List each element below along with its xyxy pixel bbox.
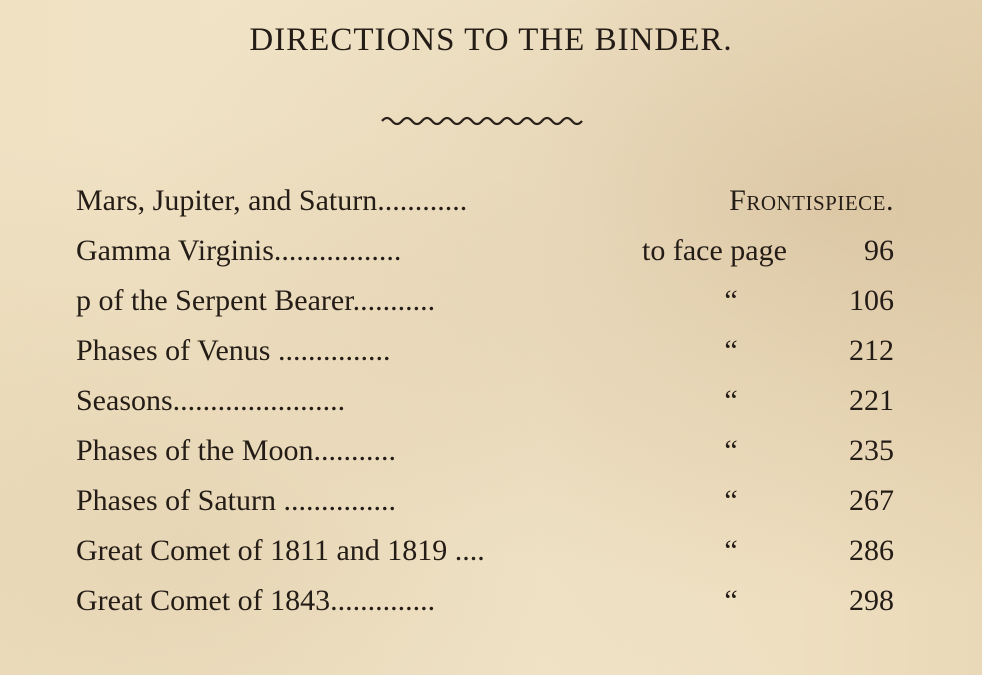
list-item bbox=[76, 526, 896, 576]
list-item bbox=[76, 226, 896, 276]
entry-page-number: 212 bbox=[849, 334, 894, 367]
entry-page-number: 267 bbox=[849, 484, 894, 517]
entry-title: Seasons....................... bbox=[76, 384, 346, 417]
list-item bbox=[76, 376, 896, 426]
wavy-rule-ornament bbox=[380, 112, 590, 128]
ditto-mark: “ bbox=[724, 284, 738, 317]
entry-page-number: 221 bbox=[849, 384, 894, 417]
entry-page-number: 235 bbox=[849, 434, 894, 467]
entry-title: Mars, Jupiter, and Saturn............ bbox=[76, 184, 468, 217]
entry-title: Great Comet of 1843.............. bbox=[76, 584, 436, 617]
ditto-mark: “ bbox=[724, 484, 738, 517]
entry-title: Phases of Venus ............... bbox=[76, 334, 391, 367]
entry-title: Gamma Virginis................. bbox=[76, 234, 402, 267]
ditto-mark: “ bbox=[724, 334, 738, 367]
entry-page-number: 96 bbox=[864, 234, 894, 267]
list-item bbox=[76, 276, 896, 326]
ditto-mark: “ bbox=[724, 534, 738, 567]
entry-page-number: 298 bbox=[849, 584, 894, 617]
ditto-mark: “ bbox=[724, 384, 738, 417]
entry-title: Phases of Saturn ............... bbox=[76, 484, 396, 517]
entry-title: Phases of the Moon........... bbox=[76, 434, 396, 467]
entry-title: Great Comet of 1811 and 1819 .... bbox=[76, 534, 485, 567]
entry-note: to face page bbox=[642, 234, 787, 267]
list-item bbox=[76, 176, 896, 226]
entry-page-number: 286 bbox=[849, 534, 894, 567]
ditto-mark: “ bbox=[724, 584, 738, 617]
list-item bbox=[76, 426, 896, 476]
list-item bbox=[76, 576, 896, 626]
list-item bbox=[76, 476, 896, 526]
ditto-mark: “ bbox=[724, 434, 738, 467]
entry-location: Frontispiece. bbox=[729, 184, 894, 217]
page-heading: DIRECTIONS TO THE BINDER. bbox=[249, 22, 733, 58]
entry-title: p of the Serpent Bearer........... bbox=[76, 284, 436, 317]
plates-list bbox=[76, 176, 896, 626]
list-item bbox=[76, 326, 896, 376]
entry-page-number: 106 bbox=[849, 284, 894, 317]
